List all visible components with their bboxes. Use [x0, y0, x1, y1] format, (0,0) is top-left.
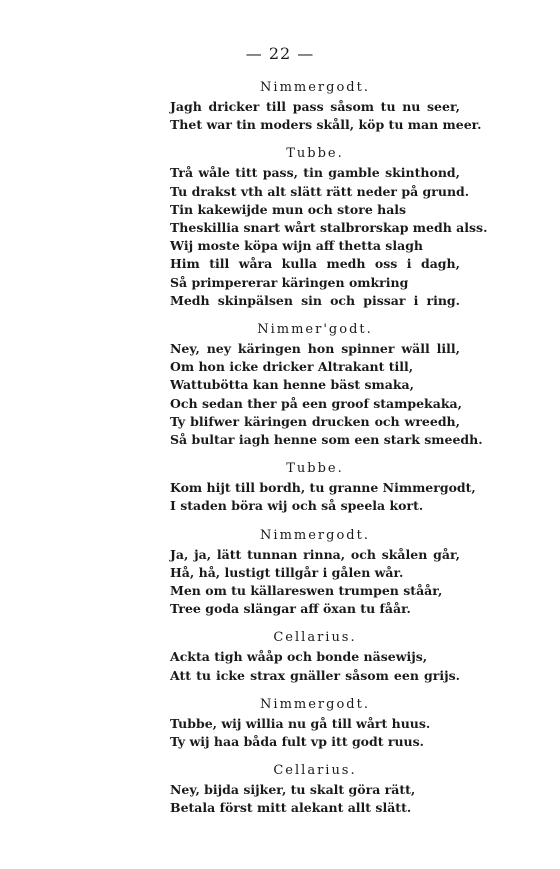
verse-line: Så primpererar käringen omkring: [170, 274, 409, 290]
verse-line: Betala först mitt alekant allt slätt.: [170, 800, 412, 816]
verse: [170, 715, 460, 751]
speech-block: [170, 459, 476, 515]
speech-block: [170, 320, 483, 449]
verse-line: Ty wij haa båda fult vp itt godt ruus.: [170, 734, 425, 750]
verse-line: Ney, bijda sijker, tu skalt göra rätt,: [170, 782, 416, 798]
speaker-name: Cellarius.: [273, 763, 357, 779]
speaker-name: Nimmer'godt.: [257, 322, 373, 338]
verse-line: Wij moste köpa wijn aff thetta slagh: [170, 238, 424, 254]
verse-line: Kom hijt till bordh, tu granne Nimmergodt,: [170, 480, 476, 496]
verse: [170, 164, 488, 310]
verse-line: Tree goda slängar aff öxan tu fåår.: [170, 601, 411, 617]
verse: [170, 546, 460, 619]
verse: [170, 98, 482, 134]
verse: [170, 648, 460, 684]
verse-line: Tubbe, wij willia nu gå till wårt huus.: [170, 715, 431, 731]
verse-line: Hå, hå, lustigt tillgår i gålen wår.: [170, 564, 404, 580]
speaker-name: Nimmergodt.: [260, 80, 370, 95]
verse-line: Ney, ney käringen hon spinner wäll lill,: [170, 341, 460, 357]
speech-block: [170, 628, 460, 684]
verse-line: Trå wåle titt pass, tin gamble skinthond,: [170, 165, 460, 181]
verse-line: Så bultar iagh henne som een stark smeedh.: [170, 432, 483, 448]
verse: [170, 340, 483, 449]
speaker-name: Nimmergodt.: [260, 527, 370, 543]
speech-block: [170, 144, 488, 310]
verse-line: Ja, ja, lätt tunnan rinna, och skålen går,: [170, 546, 460, 562]
speaker-name: Tubbe.: [286, 146, 344, 162]
verse-line: Om hon icke dricker Altrakant till,: [170, 359, 414, 375]
speech-block: [170, 761, 460, 817]
verse-line: Att tu icke strax gnäller såsom een grijs.: [170, 667, 460, 683]
verse-line: Him till wåra kulla medh oss i dagh,: [170, 256, 460, 272]
verse-line: Ackta tigh wååp och bonde näsewijs,: [170, 649, 428, 665]
verse: [170, 479, 476, 515]
verse: [170, 781, 460, 817]
page-number: — 22 —: [245, 44, 315, 63]
speech-block: [170, 695, 460, 751]
speaker-name: Nimmergodt.: [260, 696, 370, 712]
speaker-name: Cellarius.: [273, 630, 357, 646]
speech-block: [170, 78, 482, 134]
speaker-name: Tubbe.: [286, 461, 344, 477]
verse-line: Tin kakewijde mun och store hals: [170, 201, 407, 217]
verse-line: I staden böra wij och så speela kort.: [170, 498, 424, 514]
verse-line: Och sedan ther på een groof stampekaka,: [170, 395, 462, 411]
verse-line: Wattubötta kan henne bäst smaka,: [170, 377, 414, 393]
play-text: [170, 78, 488, 828]
verse-line: Medh skinpälsen sin och pissar i ring.: [170, 292, 460, 308]
verse-line: Thet war tin moders skåll, köp tu man meer.: [170, 117, 482, 133]
verse-line: Tu drakst vth alt slätt rätt neder på grund.: [170, 183, 470, 199]
speech-block: [170, 526, 460, 619]
verse-line: Ty blifwer käringen drucken och wreedh,: [170, 413, 460, 429]
verse-line: Theskillia snart wårt stalbrorskap medh alss.: [170, 220, 488, 236]
verse-line: Men om tu källareswen trumpen ståår,: [170, 583, 443, 599]
verse-line: Jagh dricker till pass såsom tu nu seer,: [170, 99, 460, 114]
